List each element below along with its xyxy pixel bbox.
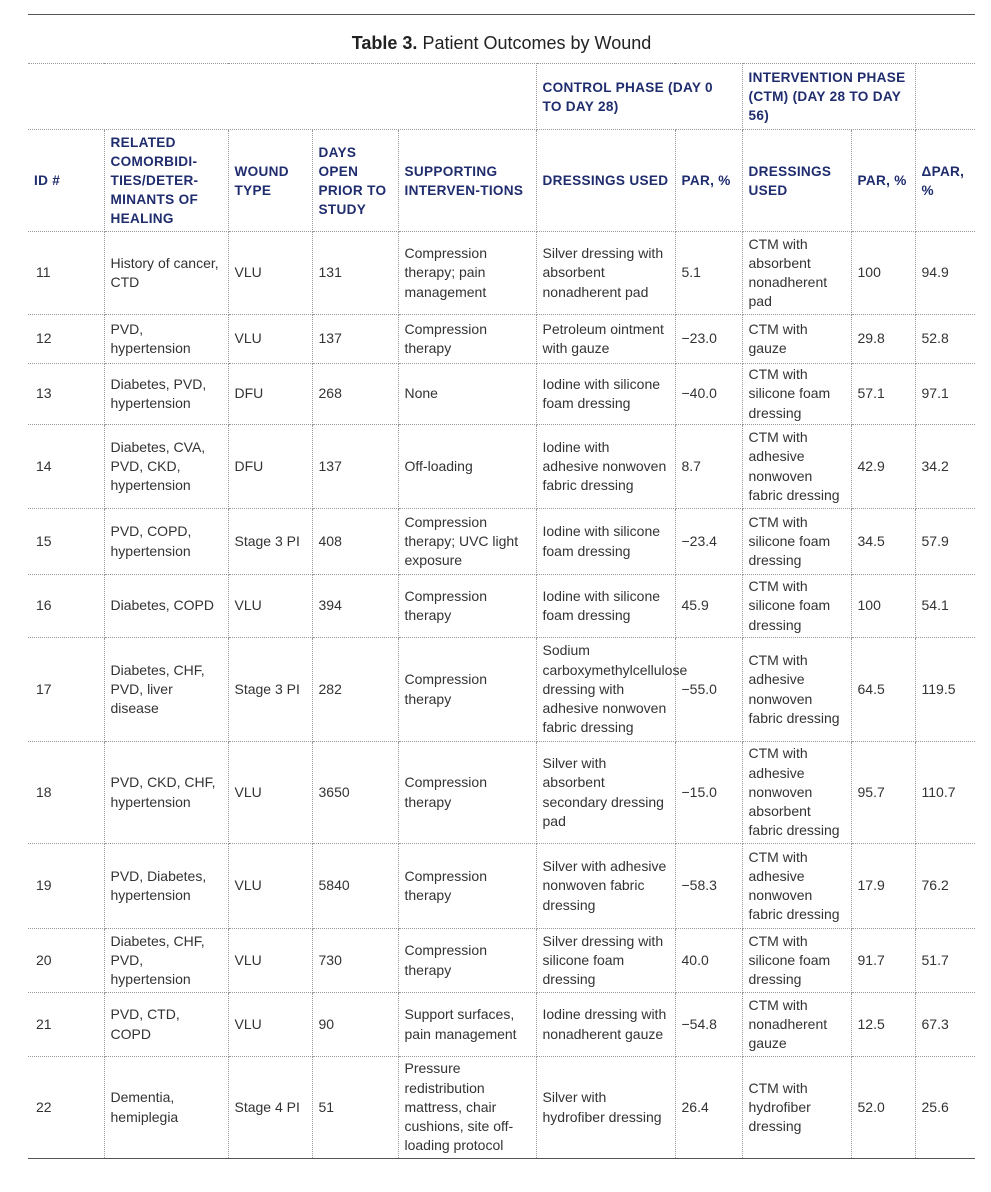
cell-wound-type: Stage 4 PI <box>228 1057 312 1159</box>
cell-supporting: Compression therapy <box>398 638 536 742</box>
cell-supporting: Compression therapy <box>398 575 536 638</box>
cell-control-par: −55.0 <box>675 638 742 742</box>
cell-intervention-par: 17.9 <box>851 844 915 929</box>
table-row <box>28 509 975 575</box>
cell-control-par: −58.3 <box>675 844 742 929</box>
cell-delta-par: 76.2 <box>915 844 975 929</box>
col-header-delta-par: ΔPAR, % <box>915 130 975 232</box>
col-header-days-open: DAYS OPEN PRIOR TO STUDY <box>312 130 398 232</box>
cell-comorbidities: History of cancer, CTD <box>104 232 228 315</box>
cell-control-par: −54.8 <box>675 993 742 1057</box>
cell-wound-type: Stage 3 PI <box>228 638 312 742</box>
table-body <box>28 232 975 1159</box>
cell-intervention-par: 52.0 <box>851 1057 915 1159</box>
cell-wound-type: VLU <box>228 993 312 1057</box>
group-header-row <box>28 64 975 130</box>
cell-comorbidities: PVD, hypertension <box>104 315 228 364</box>
cell-supporting: Compression therapy <box>398 929 536 993</box>
table-row <box>28 929 975 993</box>
table-row <box>28 315 975 364</box>
cell-control-dressings: Iodine with silicone foam dressing <box>536 364 675 425</box>
cell-intervention-par: 91.7 <box>851 929 915 993</box>
cell-control-dressings: Iodine dressing with nonadherent gauze <box>536 993 675 1057</box>
col-header-id: ID # <box>28 130 104 232</box>
cell-id: 21 <box>28 993 104 1057</box>
cell-delta-par: 34.2 <box>915 425 975 509</box>
cell-wound-type: VLU <box>228 742 312 844</box>
cell-comorbidities: Diabetes, CVA, PVD, CKD, hypertension <box>104 425 228 509</box>
cell-days-open: 137 <box>312 425 398 509</box>
cell-intervention-par: 34.5 <box>851 509 915 575</box>
group-header-intervention: INTERVENTION PHASE (CTM) (DAY 28 TO DAY 56) <box>742 64 915 130</box>
col-header-intervention-par: PAR, % <box>851 130 915 232</box>
cell-intervention-dressings: CTM with silicone foam dressing <box>742 929 851 993</box>
cell-control-par: 40.0 <box>675 929 742 993</box>
cell-control-dressings: Iodine with silicone foam dressing <box>536 575 675 638</box>
table-row <box>28 575 975 638</box>
table-row <box>28 425 975 509</box>
cell-wound-type: DFU <box>228 425 312 509</box>
cell-comorbidities: Diabetes, CHF, PVD, hypertension <box>104 929 228 993</box>
cell-control-par: 8.7 <box>675 425 742 509</box>
cell-control-dressings: Sodium carboxymethylcellulose dressing with adhesive nonwoven fabric dressing <box>536 638 675 742</box>
cell-supporting: Compression therapy <box>398 315 536 364</box>
col-header-comorbidities: RELATED COMORBIDI-TIES/DETER-MINANTS OF HEALING <box>104 130 228 232</box>
cell-id: 19 <box>28 844 104 929</box>
cell-supporting: None <box>398 364 536 425</box>
cell-control-par: −40.0 <box>675 364 742 425</box>
cell-intervention-dressings: CTM with gauze <box>742 315 851 364</box>
cell-comorbidities: PVD, CKD, CHF, hypertension <box>104 742 228 844</box>
cell-days-open: 282 <box>312 638 398 742</box>
cell-comorbidities: Diabetes, PVD, hypertension <box>104 364 228 425</box>
cell-intervention-dressings: CTM with adhesive nonwoven fabric dressing <box>742 638 851 742</box>
cell-delta-par: 57.9 <box>915 509 975 575</box>
cell-wound-type: VLU <box>228 315 312 364</box>
cell-days-open: 131 <box>312 232 398 315</box>
cell-supporting: Compression therapy <box>398 742 536 844</box>
cell-id: 12 <box>28 315 104 364</box>
cell-supporting: Compression therapy; UVC light exposure <box>398 509 536 575</box>
cell-control-dressings: Petroleum ointment with gauze <box>536 315 675 364</box>
cell-control-par: 45.9 <box>675 575 742 638</box>
table-row <box>28 364 975 425</box>
cell-wound-type: VLU <box>228 929 312 993</box>
cell-intervention-par: 12.5 <box>851 993 915 1057</box>
cell-wound-type: Stage 3 PI <box>228 509 312 575</box>
cell-days-open: 394 <box>312 575 398 638</box>
document-page <box>28 14 975 1159</box>
col-header-control-dressings: DRESSINGS USED <box>536 130 675 232</box>
cell-comorbidities: Diabetes, CHF, PVD, liver disease <box>104 638 228 742</box>
cell-comorbidities: PVD, CTD, COPD <box>104 993 228 1057</box>
cell-delta-par: 25.6 <box>915 1057 975 1159</box>
cell-delta-par: 97.1 <box>915 364 975 425</box>
cell-comorbidities: Diabetes, COPD <box>104 575 228 638</box>
cell-intervention-dressings: CTM with silicone foam dressing <box>742 575 851 638</box>
cell-delta-par: 110.7 <box>915 742 975 844</box>
cell-supporting: Pressure redistribution mattress, chair cushions, site off-loading protocol <box>398 1057 536 1159</box>
cell-delta-par: 67.3 <box>915 993 975 1057</box>
caption-title: Patient Outcomes by Wound <box>422 33 652 53</box>
cell-intervention-dressings: CTM with adhesive nonwoven fabric dressing <box>742 425 851 509</box>
cell-wound-type: VLU <box>228 844 312 929</box>
cell-days-open: 90 <box>312 993 398 1057</box>
table-row <box>28 742 975 844</box>
cell-control-dressings: Silver dressing with absorbent nonadherent pad <box>536 232 675 315</box>
top-rule <box>28 14 975 15</box>
cell-days-open: 408 <box>312 509 398 575</box>
cell-control-par: −23.0 <box>675 315 742 364</box>
cell-id: 13 <box>28 364 104 425</box>
cell-delta-par: 119.5 <box>915 638 975 742</box>
col-header-control-par: PAR, % <box>675 130 742 232</box>
cell-comorbidities: PVD, Diabetes, hypertension <box>104 844 228 929</box>
cell-intervention-dressings: CTM with nonadherent gauze <box>742 993 851 1057</box>
cell-supporting: Off-loading <box>398 425 536 509</box>
col-header-intervention-dressings: DRESSINGS USED <box>742 130 851 232</box>
cell-control-par: −15.0 <box>675 742 742 844</box>
cell-control-dressings: Iodine with adhesive nonwoven fabric dressing <box>536 425 675 509</box>
cell-delta-par: 52.8 <box>915 315 975 364</box>
cell-id: 20 <box>28 929 104 993</box>
cell-wound-type: DFU <box>228 364 312 425</box>
group-header-control: CONTROL PHASE (DAY 0 TO DAY 28) <box>536 64 742 130</box>
cell-intervention-dressings: CTM with silicone foam dressing <box>742 509 851 575</box>
table-row <box>28 638 975 742</box>
cell-delta-par: 51.7 <box>915 929 975 993</box>
cell-supporting: Compression therapy <box>398 844 536 929</box>
cell-control-dressings: Silver with hydrofiber dressing <box>536 1057 675 1159</box>
cell-intervention-par: 95.7 <box>851 742 915 844</box>
cell-wound-type: VLU <box>228 575 312 638</box>
table-row <box>28 232 975 315</box>
cell-intervention-par: 29.8 <box>851 315 915 364</box>
cell-supporting: Support surfaces, pain management <box>398 993 536 1057</box>
cell-control-par: −23.4 <box>675 509 742 575</box>
cell-control-dressings: Silver with adhesive nonwoven fabric dressing <box>536 844 675 929</box>
cell-control-par: 26.4 <box>675 1057 742 1159</box>
cell-intervention-dressings: CTM with adhesive nonwoven fabric dressing <box>742 844 851 929</box>
cell-days-open: 268 <box>312 364 398 425</box>
cell-days-open: 730 <box>312 929 398 993</box>
cell-days-open: 51 <box>312 1057 398 1159</box>
cell-intervention-par: 100 <box>851 575 915 638</box>
cell-control-par: 5.1 <box>675 232 742 315</box>
cell-comorbidities: Dementia, hemiplegia <box>104 1057 228 1159</box>
cell-days-open: 137 <box>312 315 398 364</box>
cell-id: 18 <box>28 742 104 844</box>
cell-id: 22 <box>28 1057 104 1159</box>
cell-intervention-par: 64.5 <box>851 638 915 742</box>
cell-days-open: 5840 <box>312 844 398 929</box>
cell-intervention-par: 42.9 <box>851 425 915 509</box>
cell-id: 16 <box>28 575 104 638</box>
table-caption <box>28 23 975 63</box>
cell-control-dressings: Iodine with silicone foam dressing <box>536 509 675 575</box>
cell-intervention-dressings: CTM with silicone foam dressing <box>742 364 851 425</box>
cell-wound-type: VLU <box>228 232 312 315</box>
table-row <box>28 1057 975 1159</box>
cell-delta-par: 94.9 <box>915 232 975 315</box>
cell-intervention-par: 100 <box>851 232 915 315</box>
column-header-row <box>28 130 975 232</box>
cell-comorbidities: PVD, COPD, hypertension <box>104 509 228 575</box>
cell-id: 15 <box>28 509 104 575</box>
table-row <box>28 844 975 929</box>
group-header-blank-end <box>915 64 975 130</box>
cell-intervention-dressings: CTM with hydrofiber dressing <box>742 1057 851 1159</box>
cell-control-dressings: Silver dressing with silicone foam dressing <box>536 929 675 993</box>
cell-supporting: Compression therapy; pain management <box>398 232 536 315</box>
table-row <box>28 993 975 1057</box>
cell-intervention-dressings: CTM with adhesive nonwoven absorbent fabric dressing <box>742 742 851 844</box>
group-header-blank <box>28 64 536 130</box>
col-header-wound-type: WOUND TYPE <box>228 130 312 232</box>
cell-id: 14 <box>28 425 104 509</box>
cell-delta-par: 54.1 <box>915 575 975 638</box>
patient-outcomes-table <box>28 63 975 1159</box>
cell-id: 11 <box>28 232 104 315</box>
col-header-supporting: SUPPORTING INTERVEN-TIONS <box>398 130 536 232</box>
cell-intervention-par: 57.1 <box>851 364 915 425</box>
cell-id: 17 <box>28 638 104 742</box>
cell-intervention-dressings: CTM with absorbent nonadherent pad <box>742 232 851 315</box>
cell-control-dressings: Silver with absorbent secondary dressing pad <box>536 742 675 844</box>
caption-label: Table 3. <box>351 33 418 53</box>
cell-days-open: 3650 <box>312 742 398 844</box>
